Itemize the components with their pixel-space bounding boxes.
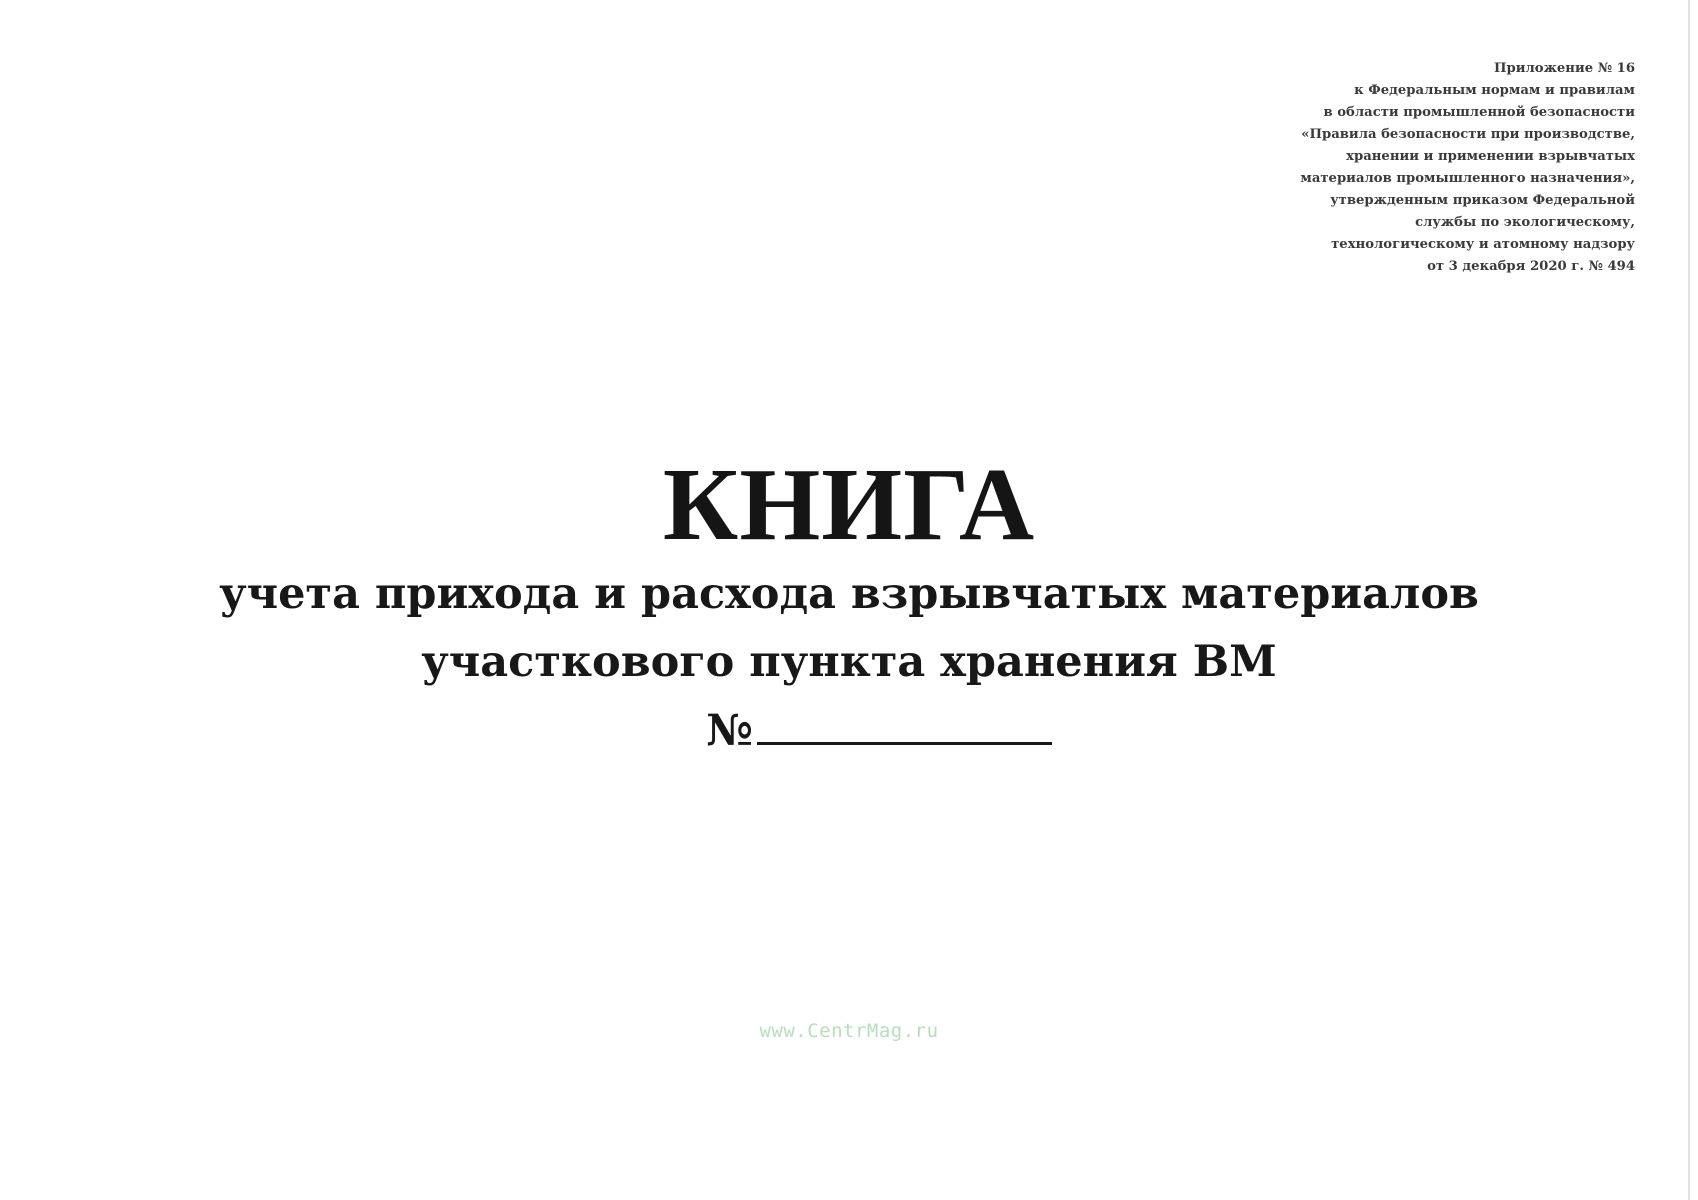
book-number-blank-field <box>757 702 1052 745</box>
document-subtitle-line-1: учета прихода и расхода взрывчатых материалов <box>219 569 1479 619</box>
number-sign: № <box>706 706 753 756</box>
document-title: КНИГА <box>662 447 1036 562</box>
appendix-line: Приложение № 16 <box>1494 61 1635 76</box>
book-number-row <box>60 696 1698 766</box>
document-subtitle-line-2: участкового пункта хранения ВМ <box>421 637 1277 687</box>
title-block <box>0 447 1698 766</box>
appendix-note <box>1205 58 1635 278</box>
appendix-line: к Федеральным нормам и правилам <box>1354 83 1635 98</box>
appendix-line: службы по экологическому, <box>1415 215 1635 230</box>
site-watermark: www.CentrMag.ru <box>759 1020 939 1042</box>
appendix-line: технологическому и атомному надзору <box>1331 237 1635 252</box>
appendix-line: утвержденным приказом Федеральной <box>1330 193 1635 208</box>
appendix-line: «Правила безопасности при производстве, <box>1301 127 1635 142</box>
appendix-line: хранении и применении взрывчатых <box>1346 149 1635 164</box>
appendix-line: материалов промышленного назначения», <box>1300 171 1635 186</box>
appendix-line: в области промышленной безопасности <box>1323 105 1635 120</box>
appendix-line: от 3 декабря 2020 г. № 494 <box>1427 259 1635 274</box>
